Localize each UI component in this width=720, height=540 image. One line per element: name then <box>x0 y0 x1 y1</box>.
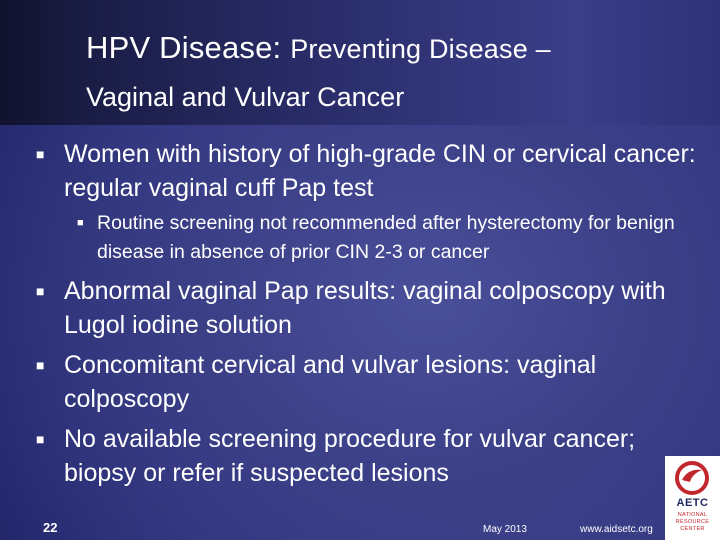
logo-line2: RESOURCE <box>675 519 710 525</box>
footer-date: May 2013 <box>483 524 527 535</box>
bullet-text: Women with history of high-grade CIN or cervical cancer: regular vaginal cuff Pap test <box>64 140 696 202</box>
slide-title <box>86 30 551 66</box>
sub-bullet-text: Routine screening not recommended after hysterectomy for benign disease in absence of prior CIN 2-3 or cancer <box>97 212 675 263</box>
aetc-logo <box>665 456 720 540</box>
title-part2: Preventing Disease – <box>290 34 551 64</box>
bullet-text: Concomitant cervical and vulvar lesions: vaginal colposcopy <box>64 351 597 413</box>
square-bullet-icon: ■ <box>77 217 84 229</box>
slide-number: 22 <box>43 520 58 535</box>
logo-name: AETC <box>676 497 709 509</box>
bullet-text: No available screening procedure for vulvar cancer; biopsy or refer if suspected lesions <box>64 425 636 487</box>
square-bullet-icon: ■ <box>36 283 45 299</box>
title-part1: HPV Disease: <box>86 30 291 65</box>
footer-url: www.aidsetc.org <box>580 524 653 535</box>
bullet-text: Abnormal vaginal Pap results: vaginal colposcopy with Lugol iodine solution <box>64 277 666 339</box>
logo-line3: CENTER <box>680 526 705 532</box>
square-bullet-icon: ■ <box>36 146 45 162</box>
aetc-logo-icon <box>674 460 710 496</box>
logo-line1: NATIONAL <box>677 512 708 518</box>
slide-title-line2: Vaginal and Vulvar Cancer <box>86 82 405 112</box>
square-bullet-icon: ■ <box>36 431 45 447</box>
square-bullet-icon: ■ <box>36 357 45 373</box>
